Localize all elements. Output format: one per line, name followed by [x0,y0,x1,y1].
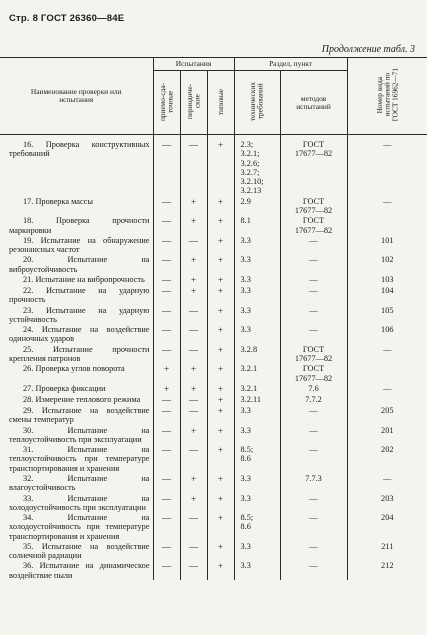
row-name: 18. Проверка прочности маркировки [9,216,150,235]
row-periodic-mark: — [180,541,207,561]
row-method-section: ГОСТ 17677—82 [280,196,347,216]
row-periodic-mark: — [180,324,207,344]
row-test-number: — [347,473,427,493]
row-periodic-mark: — [180,344,207,364]
row-name: 24. Испытание на воздействие одиночных ударов [9,325,150,344]
row-periodic-mark: + [180,425,207,445]
header-name-text: Наименование проверки или испытания [30,87,122,104]
row-typical-mark: + [207,425,234,445]
row-name: 20. Испытание на виброустойчивость [9,255,150,274]
row-test-number: 201 [347,425,427,445]
row-test-number: — [347,383,427,394]
row-tech-req-section: 3.3 [234,305,280,325]
row-tech-req-section: 3.3 [234,560,280,580]
row-method-section: — [280,235,347,255]
row-test-number: — [347,196,427,216]
row-name: 25. Испытание прочности крепления патронов [9,344,150,363]
row-typical-mark: + [207,473,234,493]
row-tech-req-section: 8.1 [234,215,280,235]
row-method-section: 7.7.3 [280,473,347,493]
row-test-number: — [347,344,427,364]
row-method-section: ГОСТ 17677—82 [280,344,347,364]
row-acceptance-mark: — [153,274,180,285]
row-method-section: 7.7.2 [280,394,347,405]
header-methods-text: методов испытаний [296,93,331,111]
row-test-number: 105 [347,305,427,325]
table-row [0,383,427,394]
table-row [0,344,427,364]
row-typical-mark: + [207,512,234,541]
row-test-number: 103 [347,274,427,285]
table-row [0,285,427,305]
row-acceptance-mark: — [153,541,180,561]
row-typical-mark: + [207,493,234,513]
row-periodic-mark: + [180,285,207,305]
row-tech-req-section: 3.2.1 [234,383,280,394]
row-typical-mark: + [207,344,234,364]
row-typical-mark: + [207,383,234,394]
row-name: 22. Испытание на ударную прочность [9,286,150,305]
row-name: 36. Испытание на динамическое воздействие пыли [9,561,150,580]
row-test-number [347,215,427,235]
page-header: Стр. 8 ГОСТ 26360—84Е [9,13,125,24]
table-row [0,363,427,383]
header-acceptance [153,71,180,135]
row-typical-mark: + [207,560,234,580]
row-acceptance-mark: — [153,235,180,255]
row-typical-mark: + [207,254,234,274]
row-acceptance-mark: — [153,394,180,405]
row-periodic-mark: — [180,405,207,425]
row-acceptance-mark: — [153,493,180,513]
row-method-section: — [280,405,347,425]
row-method-section: — [280,254,347,274]
row-acceptance-mark: — [153,344,180,364]
header-tech-req-text: технических требований [248,82,266,122]
row-acceptance-mark: — [153,254,180,274]
row-method-section: — [280,285,347,305]
row-test-number: 205 [347,405,427,425]
row-periodic-mark: — [180,235,207,255]
row-tech-req-section: 3.3 [234,405,280,425]
table-row [0,305,427,325]
row-periodic-mark: — [180,444,207,473]
row-acceptance-mark: + [153,363,180,383]
row-typical-mark: + [207,444,234,473]
row-tech-req-section: 3.2.1 [234,363,280,383]
table-row [0,254,427,274]
table-row [0,235,427,255]
row-tech-req-section: 3.2.11 [234,394,280,405]
row-tech-req-section: 3.3 [234,541,280,561]
row-periodic-mark: + [180,196,207,216]
row-test-number: 106 [347,324,427,344]
row-name: 35. Испытание на воздействие солнечной радиации [9,541,150,561]
row-acceptance-mark: — [153,215,180,235]
row-test-number: 202 [347,444,427,473]
row-method-section: — [280,512,347,541]
header-typical-text: типовые [215,88,225,115]
row-tech-req-section: 8.5; 8.6 [234,512,280,541]
row-periodic-mark: — [180,512,207,541]
row-method-section: — [280,444,347,473]
header-tests-group: Испытания [153,58,234,71]
row-acceptance-mark: — [153,405,180,425]
row-typical-mark: + [207,235,234,255]
row-tech-req-section: 3.3 [234,235,280,255]
row-method-section: — [280,425,347,445]
row-typical-mark: + [207,196,234,216]
table-row [0,394,427,405]
row-tech-req-section: 8.5; 8.6 [234,444,280,473]
row-name: 32. Испытание на влагоустойчивость [9,473,150,493]
row-acceptance-mark: — [153,473,180,493]
row-name: 27. Проверка фиксации [23,383,106,393]
row-typical-mark: + [207,215,234,235]
table-row [0,541,427,561]
table-row [0,274,427,285]
row-method-section: ГОСТ 17677—82 [280,215,347,235]
row-typical-mark: + [207,274,234,285]
header-typical [207,71,234,135]
header-number-text: Номер вида испытаний по ГОСТ 16962—71 [374,68,400,122]
header-tech-req [234,71,280,135]
row-periodic-mark: — [180,394,207,405]
table-row [0,444,427,473]
row-periodic-mark: + [180,383,207,394]
row-acceptance-mark: — [153,425,180,445]
table-row [0,493,427,513]
table-row [0,473,427,493]
row-name: 28. Измерение теплового режима [23,394,141,404]
row-test-number: 203 [347,493,427,513]
row-acceptance-mark: — [153,139,180,196]
row-test-number: 104 [347,285,427,305]
table-row [0,139,427,196]
row-tech-req-section: 2.3; 3.2.1; 3.2.6; 3.2.7; 3.2.10; 3.2.13 [234,139,280,196]
row-tech-req-section: 3.3 [234,493,280,513]
row-typical-mark: + [207,305,234,325]
row-name: 17. Проверка массы [23,196,93,206]
row-periodic-mark: — [180,305,207,325]
row-method-section: — [280,274,347,285]
row-method-section: — [280,493,347,513]
row-tech-req-section: 3.2.8 [234,344,280,364]
row-name: 31. Испытание на теплоустойчивость при температуре транспортирования и хранения [9,445,150,473]
row-method-section: 7.6 [280,383,347,394]
row-name: 30. Испытание на теплоустойчивость при эксплуатации [9,425,150,444]
row-tech-req-section: 2.9 [234,196,280,216]
row-method-section: — [280,305,347,325]
row-name: 29. Испытание на воздействие смены температур [9,405,150,425]
row-method-section: — [280,541,347,561]
row-periodic-mark: + [180,473,207,493]
row-tech-req-section: 3.3 [234,254,280,274]
table-row [0,215,427,235]
row-tech-req-section: 3.3 [234,324,280,344]
test-table [0,57,427,580]
header-acceptance-text: приемо-сда- точные [157,82,175,121]
row-periodic-mark: + [180,493,207,513]
row-method-section: ГОСТ 17677—82 [280,363,347,383]
row-tech-req-section: 3.3 [234,425,280,445]
row-typical-mark: + [207,139,234,196]
row-periodic-mark: + [180,274,207,285]
table-body [0,135,427,581]
row-typical-mark: + [207,285,234,305]
row-periodic-mark: — [180,139,207,196]
row-name: 19. Испытание на обнаружение резонансных частот [9,235,150,255]
row-typical-mark: + [207,541,234,561]
table-row [0,512,427,541]
header-periodic [180,71,207,135]
row-test-number: 102 [347,254,427,274]
row-name: 26. Проверка углов поворота [23,364,125,374]
row-method-section: ГОСТ 17677—82 [280,139,347,196]
row-typical-mark: + [207,405,234,425]
row-name: 16. Проверка конструктивных требований [9,140,150,159]
header-periodic-text: периодиче- ские [184,84,202,120]
row-typical-mark: + [207,363,234,383]
row-periodic-mark: + [180,215,207,235]
row-tech-req-section: 3.3 [234,473,280,493]
row-name: 33. Испытание на холодоустойчивость при эксплуатации [9,493,150,512]
header-number [347,58,427,135]
row-test-number [347,363,427,383]
table-row [0,405,427,425]
table-continuation-caption: Продолжение табл. 3 [321,44,415,55]
row-test-number: 211 [347,541,427,561]
header-section-group: Раздел, пункт [234,58,347,71]
row-method-section: — [280,324,347,344]
row-name: 34. Испытание на холодоустойчивость при температуре транспортирования и хранения [9,513,150,541]
row-acceptance-mark: + [153,383,180,394]
row-acceptance-mark: — [153,324,180,344]
header-methods [280,71,347,135]
row-test-number: — [347,139,427,196]
row-typical-mark: + [207,394,234,405]
row-test-number: 212 [347,560,427,580]
row-acceptance-mark: — [153,560,180,580]
row-acceptance-mark: — [153,305,180,325]
table-row [0,425,427,445]
row-tech-req-section: 3.3 [234,274,280,285]
row-test-number: 204 [347,512,427,541]
row-typical-mark: + [207,324,234,344]
row-method-section: — [280,560,347,580]
header-name [0,58,153,135]
table-row [0,560,427,580]
row-periodic-mark: + [180,254,207,274]
row-name: 21. Испытание на вибропрочность [23,274,145,284]
table-row [0,196,427,216]
test-table-container [0,57,427,580]
row-acceptance-mark: — [153,196,180,216]
row-periodic-mark: + [180,363,207,383]
row-test-number: 101 [347,235,427,255]
row-tech-req-section: 3.3 [234,285,280,305]
row-acceptance-mark: — [153,512,180,541]
row-periodic-mark: — [180,560,207,580]
row-acceptance-mark: — [153,285,180,305]
table-header [0,58,427,135]
row-name: 23. Испытание на ударную устойчивость [9,305,150,324]
row-acceptance-mark: — [153,444,180,473]
table-row [0,324,427,344]
row-test-number [347,394,427,405]
